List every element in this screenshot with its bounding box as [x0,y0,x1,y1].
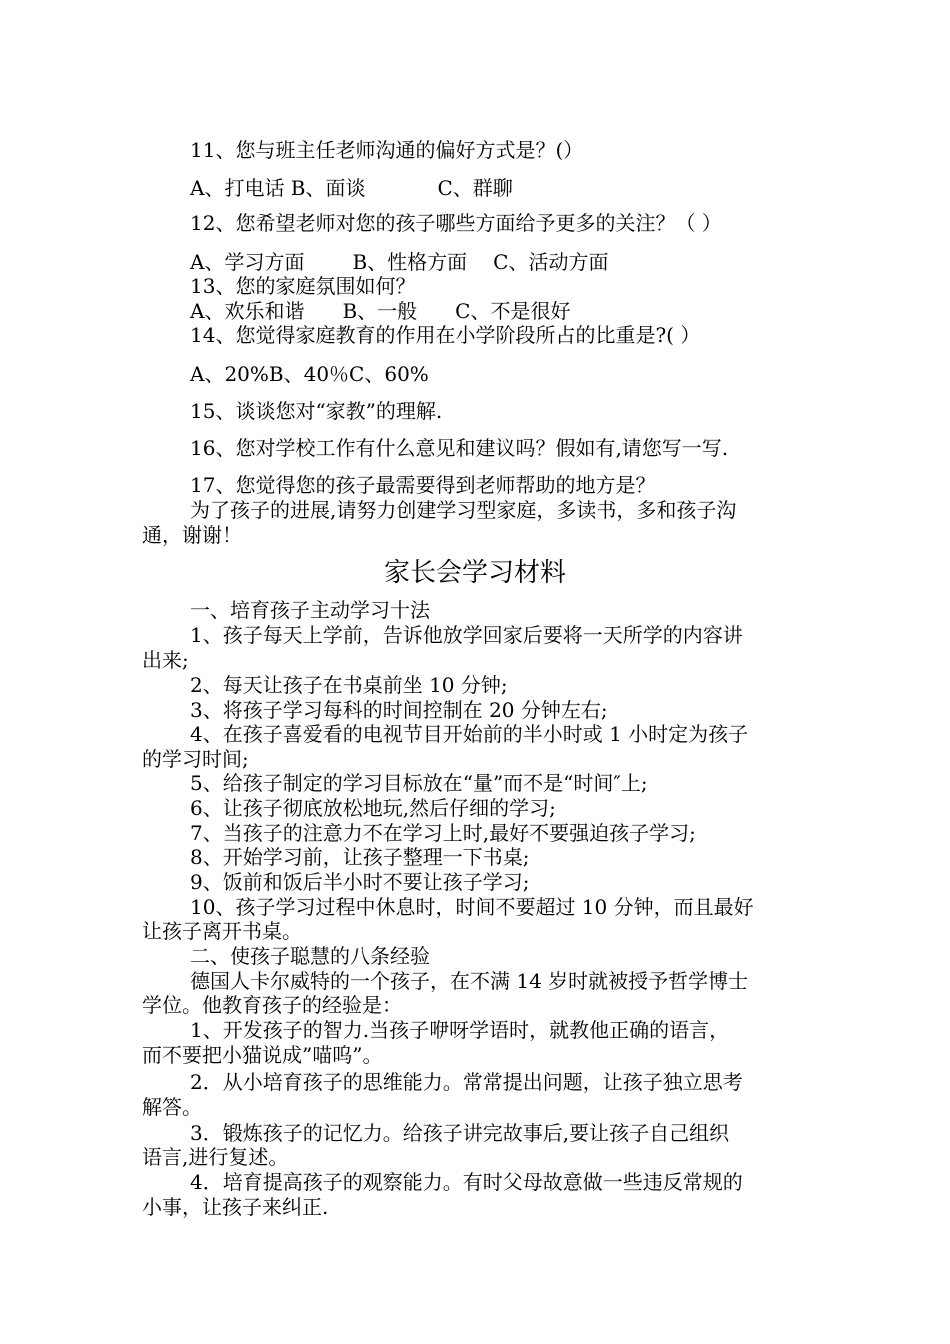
list-item: 5、给孩子制定的学习目标放在“量”而不是“时间″上; [190,771,648,795]
list-item: 3、将孩子学习每科的时间控制在 20 分钟左右; [190,698,608,722]
question-13: 13、您的家庭氛围如何？ [190,274,416,298]
material-title: 家长会学习材料 [383,558,566,588]
section-2-intro: 德国人卡尔威特的一个孩子，在不满 14 岁时就被授予哲学博士 [190,969,749,993]
list-item: 1、孩子每天上学前，告诉他放学回家后要将一天所学的内容讲 [190,623,743,647]
section-1-heading: 一、培育孩子主动学习十法 [190,598,430,622]
list-item-continuation: 的学习时间; [142,747,249,771]
list-item: 8、开始学习前，让孩子整理一下书桌; [190,845,530,869]
question-15: 15、谈谈您对“家教”的理解. [190,399,443,423]
list-item: 4、在孩子喜爱看的电视节目开始前的半小时或 1 小时定为孩子 [190,722,749,746]
list-item: 6、让孩子彻底放松地玩,然后仔细的学习; [190,796,556,820]
option-a: A、欢乐和谐 [190,299,305,323]
list-item-continuation: 而不要把小猫说成”喵呜”。 [142,1043,383,1067]
list-item: 1、开发孩子的智力.当孩子咿呀学语时，就教他正确的语言， [190,1018,730,1042]
option-b: B、一般 [342,299,418,323]
closing-note-line-2: 通，谢谢！ [142,523,242,547]
list-item: 3．锻炼孩子的记忆力。给孩子讲完故事后,要让孩子自己组织 [190,1121,730,1145]
option-c: C、不是很好 [455,299,571,323]
option-a-b: A、打电话 B、面谈 [190,176,366,200]
list-item: 4．培育提高孩子的观察能力。有时父母故意做一些违反常规的 [190,1170,743,1194]
section-2-intro-continuation: 学位。他教育孩子的经验是： [142,993,402,1017]
list-item-continuation: 语言,进行复述。 [142,1145,289,1169]
question-12: 12、您希望老师对您的孩子哪些方面给予更多的关注？（ ） [190,211,722,235]
question-14: 14、您觉得家庭教育的作用在小学阶段所占的比重是?( ） [190,323,701,347]
option-c: C、群聊 [437,176,513,200]
option-c: C、活动方面 [493,250,609,274]
list-item-continuation: 解答。 [142,1095,202,1119]
closing-note-line-1: 为了孩子的进展,请努力创建学习型家庭，多读书，多和孩子沟 [190,498,737,522]
list-item: 2．从小培育孩子的思维能力。常常提出问题，让孩子独立思考 [190,1070,743,1094]
question-14-options: A、20%B、40％C、60% [190,362,429,386]
question-11: 11、您与班主任老师沟通的偏好方式是？(） [190,138,584,162]
list-item-continuation: 出来; [142,648,189,672]
list-item: 7、当孩子的注意力不在学习上时,最好不要强迫孩子学习; [190,821,696,845]
question-13-options [190,301,570,321]
question-17: 17、您觉得您的孩子最需要得到老师帮助的地方是？ [190,473,656,497]
list-item-continuation: 小事，让孩子来纠正. [142,1195,329,1219]
question-12-options [190,252,608,272]
list-item: 2、每天让孩子在书桌前坐 10 分钟; [190,673,508,697]
option-a: A、学习方面 [190,250,305,274]
list-item-continuation: 让孩子离开书桌。 [142,919,302,943]
option-b: B、性格方面 [352,250,468,274]
question-11-options [190,178,513,198]
list-item: 9、饭前和饭后半小时不要让孩子学习; [190,870,530,894]
question-16: 16、您对学校工作有什么意见和建议吗？假如有,请您写一写. [190,436,729,460]
section-2-heading: 二、使孩子聪慧的八条经验 [190,944,430,968]
list-item: 10、孩子学习过程中休息时，时间不要超过 10 分钟，而且最好 [190,895,754,919]
